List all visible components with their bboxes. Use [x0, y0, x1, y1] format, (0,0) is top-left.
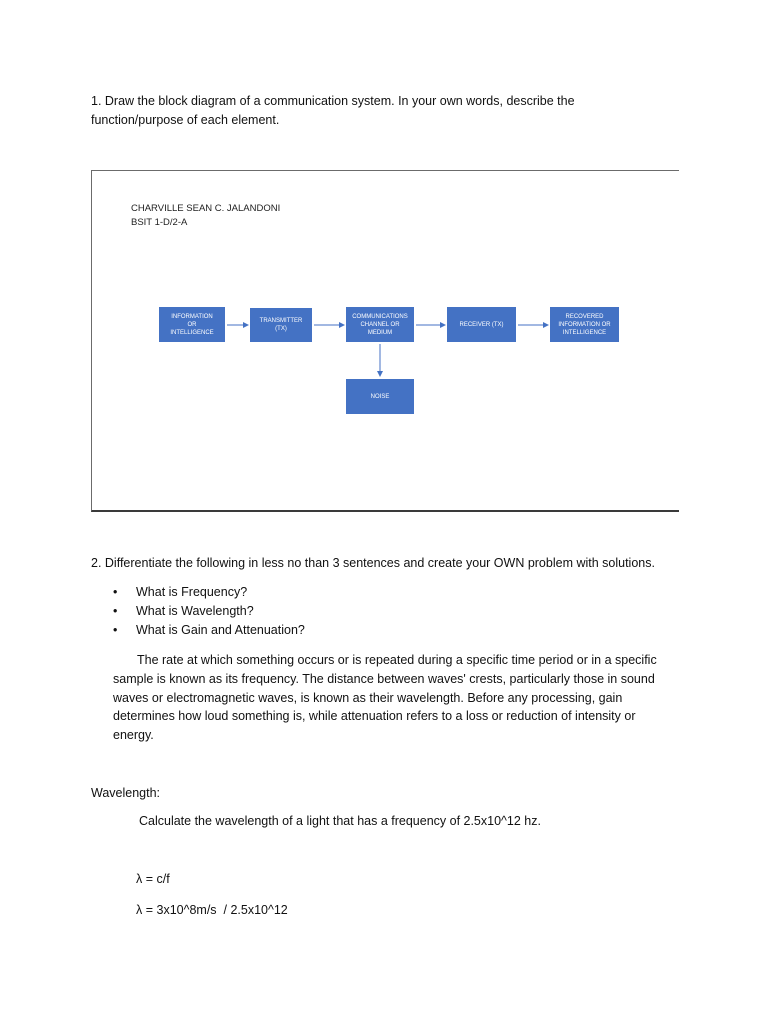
question-2-bullet-list	[113, 583, 305, 640]
bullet-text: What is Wavelength?	[136, 604, 254, 618]
bullet-glyph: •	[113, 604, 118, 618]
list-item	[113, 621, 305, 640]
question-2-text: 2. Differentiate the following in less no than 3 sentences and create your OWN problem with solutions.	[91, 556, 655, 570]
block-diagram-figure	[91, 170, 679, 512]
bullet-glyph: •	[113, 623, 118, 637]
list-item	[113, 583, 305, 602]
author-name: CHARVILLE SEAN C. JALANDONI	[131, 203, 281, 214]
bullet-text: What is Gain and Attenuation?	[136, 623, 305, 637]
bullet-glyph: •	[113, 585, 118, 599]
author-section: BSIT 1-D/2-A	[131, 217, 188, 228]
wavelength-heading: Wavelength:	[91, 786, 161, 800]
block-receiver: RECEIVER (TX)	[447, 307, 516, 342]
list-item	[113, 602, 305, 621]
answer-paragraph: The rate at which something occurs or is repeated during a specific time period or in a specific sample is known as its frequency. The distance between waves' crests, particularly those in sound waves or electromagnetic waves, is known as their wavelength. Before any processing, gain determines how loud something is, while attenuation refers to a loss or reduction of intensity or energy.	[113, 653, 657, 743]
substitution-line: λ = 3x10^8m/s / 2.5x10^12	[136, 903, 288, 917]
block-noise: NOISE	[346, 379, 414, 414]
block-recovered-information: RECOVERED INFORMATION OR INTELLIGENCE	[550, 307, 619, 342]
block-information: INFORMATION OR INTELLIGENCE	[159, 307, 225, 342]
question-1-text: 1. Draw the block diagram of a communication system. In your own words, describe the function/purpose of each element.	[91, 94, 575, 127]
bullet-text: What is Frequency?	[136, 585, 248, 599]
block-transmitter: TRANSMITTER (TX)	[250, 308, 312, 342]
wavelength-problem: Calculate the wavelength of a light that has a frequency of 2.5x10^12 hz.	[139, 814, 541, 828]
formula-line: λ = c/f	[136, 872, 170, 886]
block-communications-channel: COMMUNICATIONS CHANNEL OR MEDIUM	[346, 307, 414, 342]
